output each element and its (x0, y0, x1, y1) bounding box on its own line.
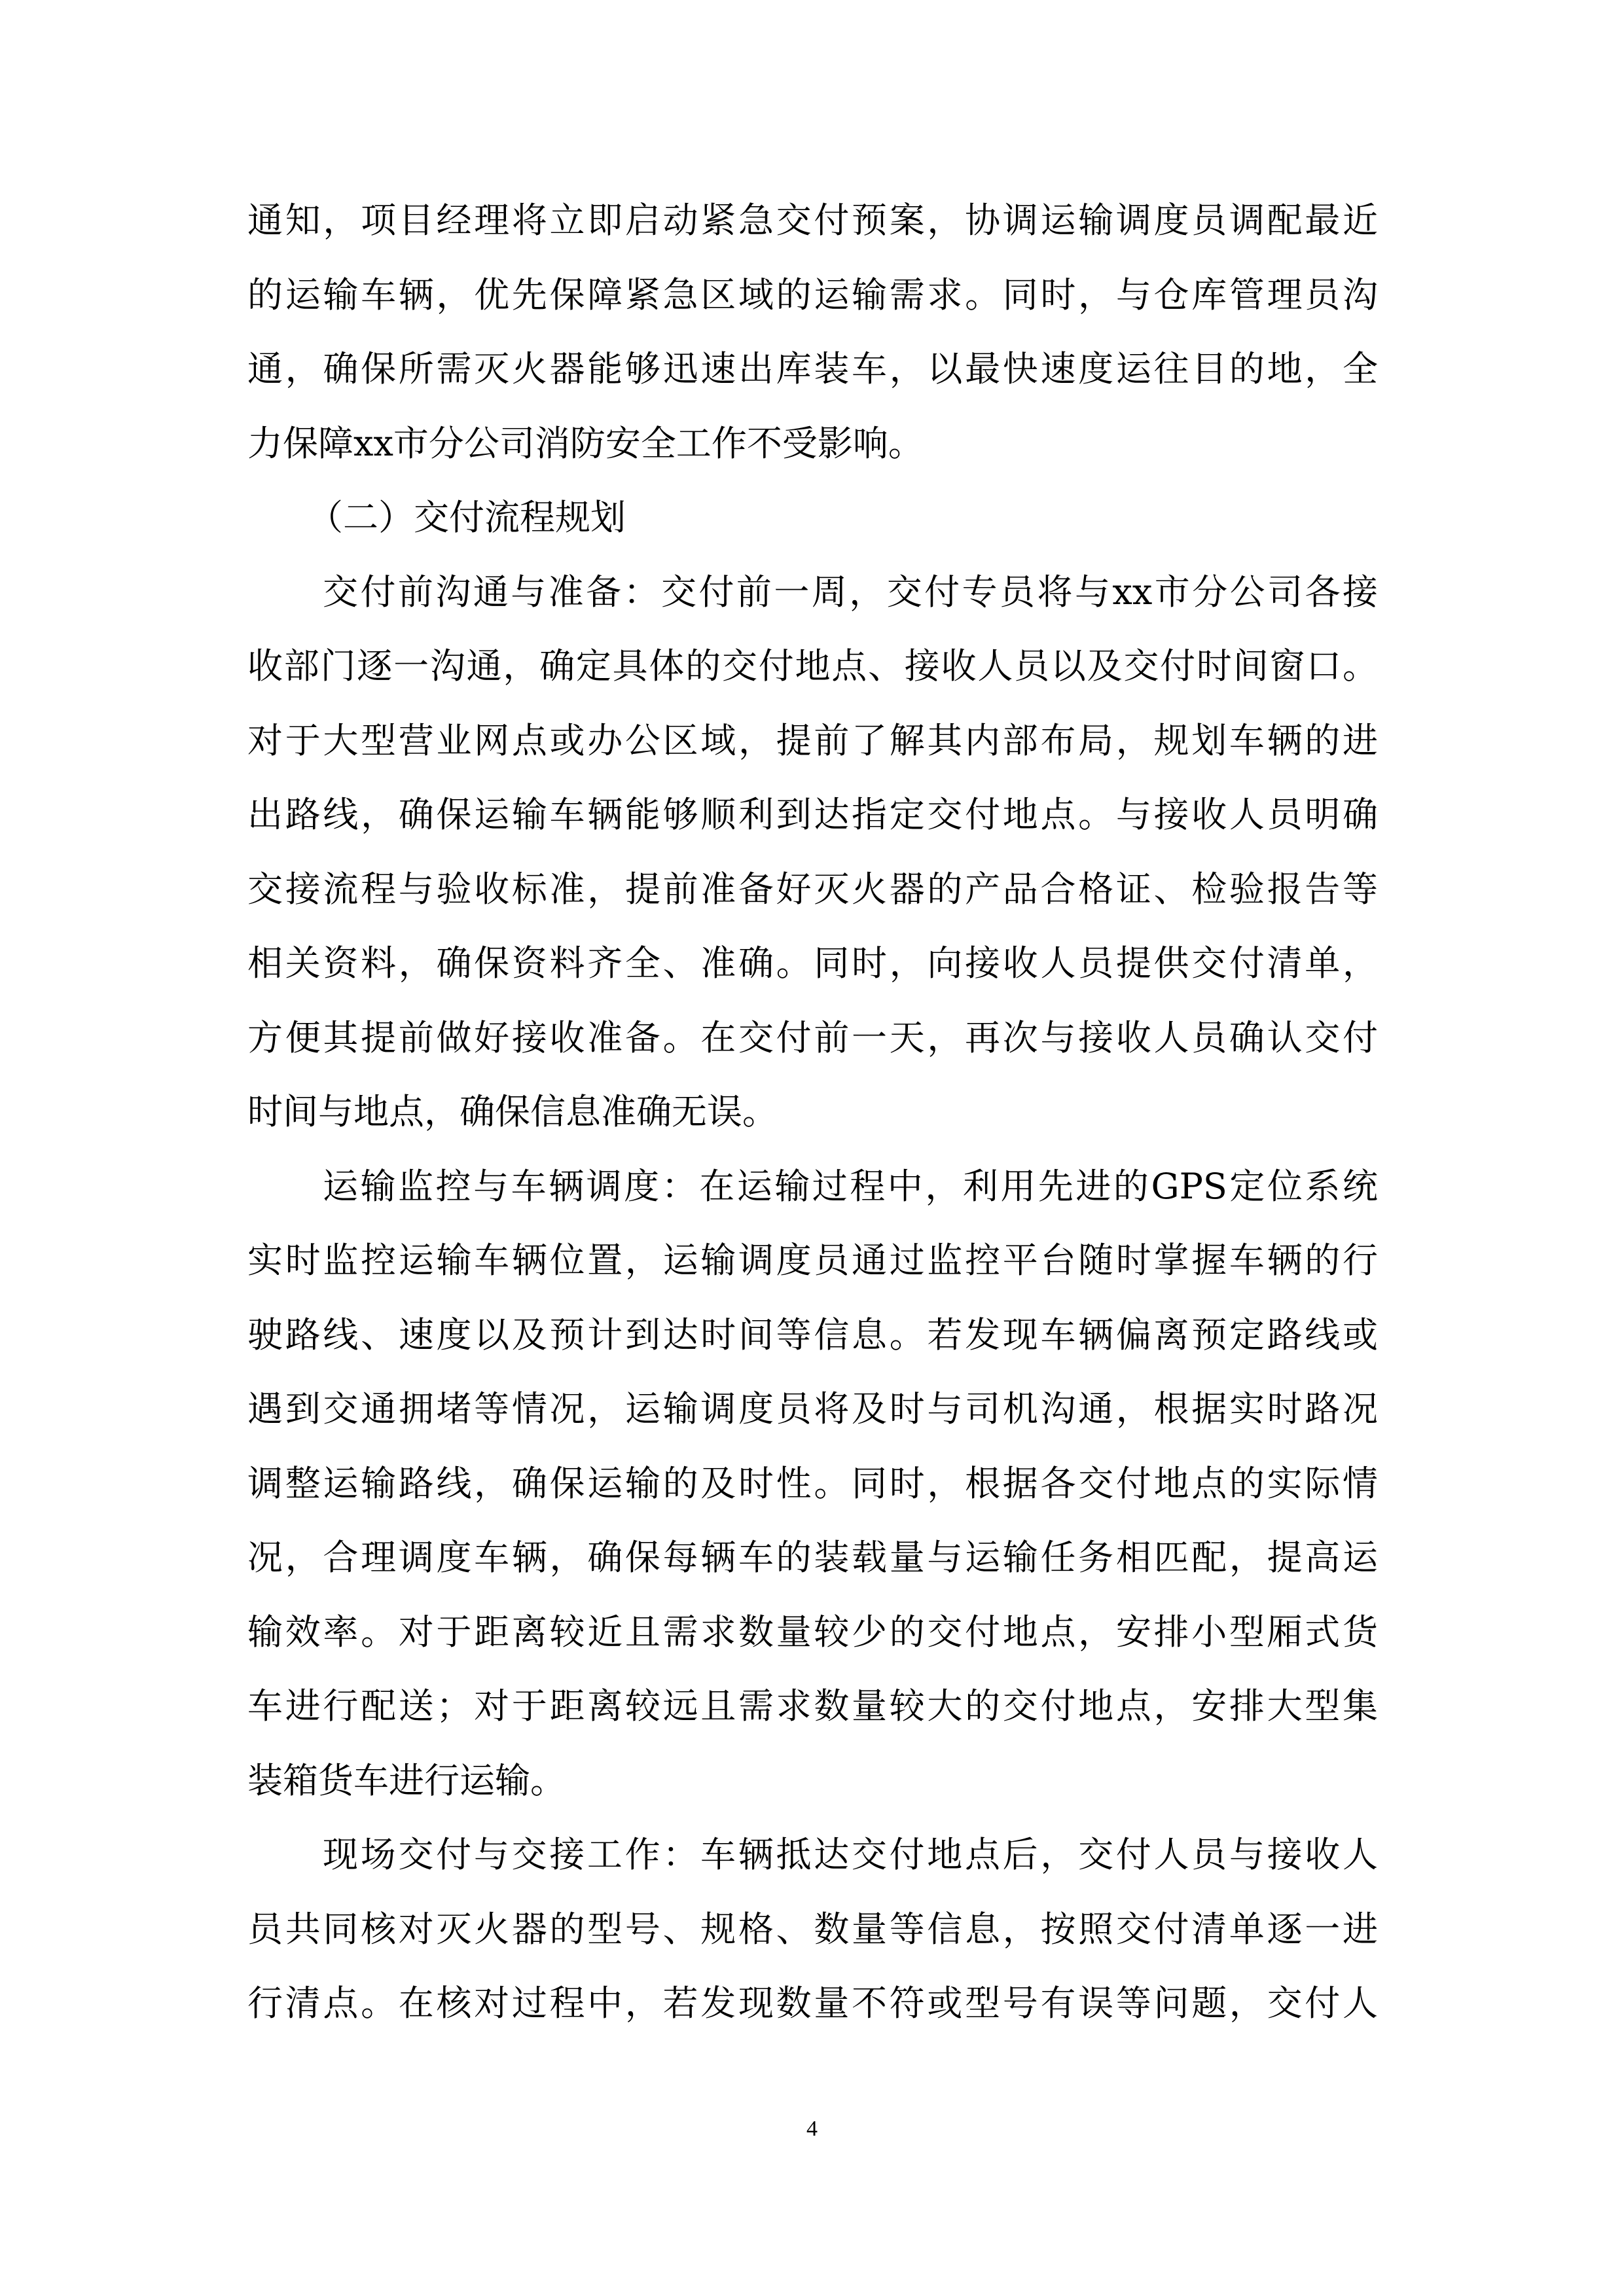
text-line: 方便其提前做好接收准备。在交付前一天，再次与接收人员确认交付 (247, 1016, 1378, 1058)
text-line: 现场交付与交接工作：车辆抵达交付地点后，交付人员与接收人 (323, 1834, 1378, 1875)
text-line: 况，合理调度车辆，确保每辆车的装载量与运输任务相匹配，提高运 (247, 1537, 1378, 1578)
section-heading-delivery-process (247, 480, 1378, 555)
text-line: 时间与地点，确保信息准确无误。 (247, 1091, 778, 1132)
text-line: 交付前沟通与准备：交付前一周，交付专员将与xx市分公司各接 (323, 571, 1378, 613)
paragraph-onsite-delivery (247, 1818, 1378, 2041)
text-line: 实时监控运输车辆位置，运输调度员通过监控平台随时掌握车辆的行 (247, 1240, 1378, 1281)
paragraph-emergency-delivery-continuation (247, 183, 1378, 480)
text-line: 驶路线、速度以及预计到达时间等信息。若发现车辆偏离预定路线或 (247, 1314, 1378, 1355)
paragraph-pre-delivery-communication (247, 555, 1378, 1149)
text-line: 通知，项目经理将立即启动紧急交付预案，协调运输调度员调配最近 (247, 200, 1378, 241)
text-line: 力保障xx市分公司消防安全工作不受影响。 (247, 422, 924, 464)
text-line: 遇到交通拥堵等情况，运输调度员将及时与司机沟通，根据实时路况 (247, 1388, 1378, 1429)
paragraph-transport-monitoring (247, 1149, 1378, 1818)
text-line: 员共同核对灭火器的型号、规格、数量等信息，按照交付清单逐一进 (247, 1908, 1378, 1950)
text-line: 收部门逐一沟通，确定具体的交付地点、接收人员以及交付时间窗口。 (247, 645, 1378, 687)
text-line: 交接流程与验收标准，提前准备好灭火器的产品合格证、检验报告等 (247, 868, 1378, 910)
text-line: 调整运输路线，确保运输的及时性。同时，根据各交付地点的实际情 (247, 1462, 1378, 1504)
text-line: 输效率。对于距离较近且需求数量较少的交付地点，安排小型厢式货 (247, 1611, 1378, 1653)
text-line: 运输监控与车辆调度：在运输过程中，利用先进的GPS定位系统 (323, 1165, 1378, 1207)
page-number: 4 (806, 2117, 818, 2141)
text-line: 相关资料，确保资料齐全、准确。同时，向接收人员提供交付清单， (247, 942, 1378, 984)
section-heading: （二）交付流程规划 (308, 497, 626, 538)
text-line: 对于大型营业网点或办公区域，提前了解其内部布局，规划车辆的进 (247, 719, 1378, 761)
text-line: 的运输车辆，优先保障紧急区域的运输需求。同时，与仓库管理员沟 (247, 274, 1378, 315)
text-line: 车进行配送；对于距离较远且需求数量较大的交付地点，安排大型集 (247, 1685, 1378, 1727)
text-line: 出路线，确保运输车辆能够顺利到达指定交付地点。与接收人员明确 (247, 794, 1378, 835)
body-text (247, 183, 1378, 2041)
text-line: 装箱货车进行运输。 (247, 1759, 566, 1801)
text-line: 行清点。在核对过程中，若发现数量不符或型号有误等问题，交付人 (247, 1982, 1378, 2024)
text-line: 通，确保所需灭火器能够迅速出库装车，以最快速度运往目的地，全 (247, 348, 1378, 389)
